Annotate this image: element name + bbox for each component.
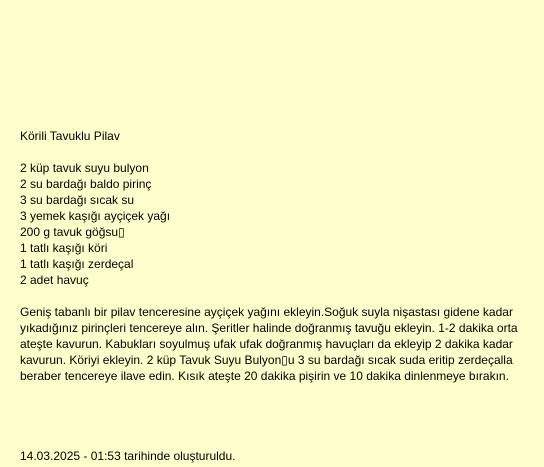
recipe-page bbox=[20, 128, 520, 384]
ingredient-list bbox=[20, 160, 520, 288]
recipe-title: Körili Tavuklu Pilav bbox=[20, 129, 120, 143]
ingredient-item: 2 küp tavuk suyu bulyon bbox=[20, 161, 149, 175]
ingredient-item: 2 su bardağı baldo pirinç bbox=[20, 177, 152, 191]
ingredient-item: 3 su bardağı sıcak su bbox=[20, 193, 135, 207]
created-timestamp: 14.03.2025 - 01:53 tarihinde oluşturuldu. bbox=[20, 449, 236, 463]
ingredient-item: 2 adet havuç bbox=[20, 273, 89, 287]
ingredient-item: 200 g tavuk göğsu▯ bbox=[20, 225, 125, 239]
ingredient-item: 1 tatlı kaşığı zerdeçal bbox=[20, 257, 134, 271]
ingredient-item: 3 yemek kaşığı ayçiçek yağı bbox=[20, 209, 171, 223]
recipe-instructions: Geniş tabanlı bir pilav tenceresine ayçiçek yağını ekleyin.Soğuk suyla nişastası gidene kadar yıkadığınız pirinçleri tencereye alın. Şeritler halinde doğranmış tavuğu ekleyin. 1-2 dakika orta ateşte kavurun. Kabukları soyulmuş ufak ufak doğranmış havuçları da ekleyip 2 dakika kadar kavurun. Köriyi ekleyin. 2 küp Tavuk Suyu Bulyon▯u 3 su bardağı sıcak suda eritip zerdeçalla beraber tencereye ilave edin. Kısık ateşte 20 dakika pişirin ve 10 dakika dinlenmeye bırakın. bbox=[20, 305, 518, 383]
ingredient-item: 1 tatlı kaşığı köri bbox=[20, 241, 108, 255]
